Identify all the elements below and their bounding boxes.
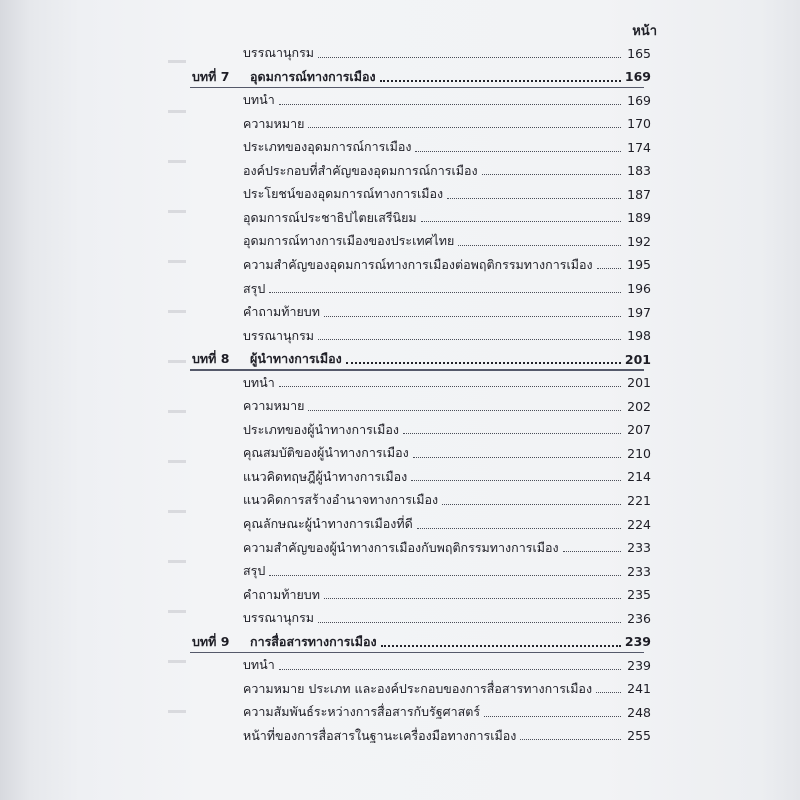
entry-title: คำถามท้ายบท (243, 586, 320, 602)
dot-leader (269, 292, 621, 293)
dot-leader (380, 80, 621, 82)
toc-entry-row (243, 207, 651, 229)
dot-leader (308, 410, 621, 411)
dot-leader (318, 622, 621, 623)
dot-leader (597, 268, 621, 269)
dot-leader (520, 739, 621, 740)
page-number: 207 (627, 422, 651, 438)
toc-entry-row (243, 278, 651, 300)
toc-entry-row (243, 89, 651, 111)
entry-title: บรรณานุกรม (243, 45, 315, 60)
toc-entry-row (243, 678, 651, 700)
dot-leader (563, 551, 621, 552)
toc-entry-row (243, 489, 651, 511)
toc-entry-row (243, 42, 651, 64)
entry-title: ความสัมพันธ์ระหว่างการสื่อสารกับรัฐศาสตร์ (243, 704, 481, 720)
toc-entry-row (243, 701, 651, 723)
entry-title: ความหมาย (243, 398, 305, 414)
entry-title: ประเภทของอุดมการณ์การเมือง (243, 139, 412, 155)
entry-title: บทนำ (243, 374, 275, 390)
chapter-label: บทที่ 9 (192, 633, 230, 649)
page-number: 210 (627, 445, 651, 461)
toc-entry-row (243, 160, 651, 182)
entry-title: สรุป (243, 280, 266, 296)
entry-title: ความสำคัญของอุดมการณ์ทางการเมืองต่อพฤติกรรมทางการเมือง (243, 256, 593, 272)
entry-title: ความหมาย ประเภท และองค์ประกอบของการสื่อสารทางการเมือง (243, 680, 593, 696)
chapter-label: บทที่ 8 (192, 351, 230, 367)
toc-entry-row (243, 560, 651, 582)
dot-leader (403, 433, 621, 434)
entry-title: คุณสมบัติของผู้นำทางการเมือง (243, 445, 409, 461)
page-number: 183 (627, 163, 651, 179)
dot-leader (482, 174, 621, 175)
entry-title: ความสำคัญของผู้นำทางการเมืองกับพฤติกรรมทางการเมือง (243, 539, 559, 555)
page-column-header: หน้า (632, 24, 657, 39)
toc-entry-row (243, 230, 651, 252)
chapter-title: การสื่อสารทางการเมือง (250, 633, 377, 649)
toc-chapter-row (192, 348, 651, 370)
page-number: 235 (627, 587, 651, 603)
entry-title: หน้าที่ของการสื่อสารในฐานะเครื่องมือทางการเมือง (243, 727, 517, 743)
page-number: 198 (627, 328, 651, 344)
page-number: 236 (627, 610, 651, 626)
page-number: 241 (627, 681, 651, 697)
dot-leader (411, 480, 621, 481)
entry-title: บทนำ (243, 92, 275, 108)
page-number: 248 (627, 704, 651, 720)
toc-entry-row (243, 113, 651, 135)
entry-title: ความหมาย (243, 115, 305, 131)
toc-chapter-row (192, 66, 651, 88)
page-number: 170 (627, 116, 651, 132)
page-number: 196 (627, 281, 651, 296)
entry-title: ประโยชน์ของอุดมการณ์ทางการเมือง (243, 186, 444, 202)
toc-chapter-row (192, 631, 651, 653)
page-number: 239 (624, 634, 651, 650)
toc-entry-row (243, 136, 651, 158)
page-number: 195 (627, 257, 651, 273)
toc-entry-row (243, 442, 651, 464)
dot-leader (324, 598, 621, 599)
entry-title: แนวคิดการสร้างอำนาจทางการเมือง (243, 492, 439, 508)
entry-title: บรรณานุกรม (243, 610, 315, 626)
dot-leader (458, 245, 621, 246)
entry-title: สรุป (243, 563, 266, 579)
dot-leader (381, 645, 621, 647)
page-number: 201 (624, 351, 651, 367)
entry-title: บทนำ (243, 657, 275, 673)
page-number: 233 (627, 563, 651, 579)
page-number: 214 (627, 469, 651, 485)
entry-title: องค์ประกอบที่สำคัญของอุดมการณ์การเมือง (243, 162, 478, 178)
toc-entry-row (243, 301, 651, 323)
page-number: 192 (627, 233, 651, 249)
dot-leader (279, 669, 621, 670)
entry-title: บรรณานุกรม (243, 327, 315, 343)
page-number: 202 (627, 398, 651, 414)
entry-title: อุดมการณ์ประชาธิปไตยเสรีนิยม (243, 209, 417, 225)
page-number: 224 (627, 516, 651, 532)
dot-leader (279, 104, 621, 105)
dot-leader (318, 339, 621, 340)
dot-leader (447, 198, 621, 199)
toc-entry-row (243, 395, 651, 417)
toc-entry-row (243, 466, 651, 488)
dot-leader (484, 716, 621, 717)
toc-entry-row (243, 325, 651, 347)
dot-leader (415, 151, 621, 152)
toc-entry-row (243, 183, 651, 205)
page-number: 221 (627, 492, 651, 508)
dot-leader (413, 457, 621, 458)
dot-leader (279, 386, 621, 387)
page-number: 233 (627, 540, 651, 556)
page-number: 201 (627, 375, 651, 391)
dot-leader (596, 692, 621, 693)
entry-title: อุดมการณ์ทางการเมืองของประเทศไทย (243, 233, 455, 249)
toc-entry-row (243, 725, 651, 747)
chapter-underline (190, 369, 644, 371)
chapter-title: อุดมการณ์ทางการเมือง (250, 68, 376, 84)
page-number: 239 (627, 657, 651, 673)
page-number: 169 (624, 69, 651, 85)
chapter-underline (190, 87, 644, 89)
chapter-label: บทที่ 7 (192, 68, 230, 84)
chapter-title: ผู้นำทางการเมือง (250, 351, 342, 367)
toc-entry-row (243, 254, 651, 276)
dot-leader (269, 575, 621, 576)
page-number: 165 (627, 45, 651, 61)
page-number: 187 (627, 186, 651, 202)
dot-leader (324, 316, 621, 317)
entry-title: ประเภทของผู้นำทางการเมือง (243, 421, 399, 437)
dot-leader (308, 127, 621, 128)
toc-entry-row (243, 513, 651, 535)
dot-leader (421, 221, 621, 222)
dot-leader (346, 362, 621, 364)
toc-entry-row (243, 419, 651, 441)
dot-leader (442, 504, 621, 505)
page-number: 197 (627, 304, 651, 320)
dot-leader (318, 57, 621, 58)
entry-title: คำถามท้ายบท (243, 304, 320, 320)
page-number: 189 (627, 210, 651, 226)
entry-title: แนวคิดทฤษฎีผู้นำทางการเมือง (243, 468, 408, 484)
toc-entry-row (243, 372, 651, 394)
toc-entry-row (243, 607, 651, 629)
entry-title: คุณลักษณะผู้นำทางการเมืองที่ดี (243, 516, 413, 531)
chapter-underline (190, 652, 644, 654)
page-number: 255 (627, 728, 651, 744)
toc-entry-row (243, 654, 651, 676)
toc-entry-row (243, 584, 651, 606)
page-number: 174 (627, 139, 651, 155)
dot-leader (417, 528, 621, 529)
toc-entry-row (243, 537, 651, 559)
page-number: 169 (627, 92, 651, 108)
